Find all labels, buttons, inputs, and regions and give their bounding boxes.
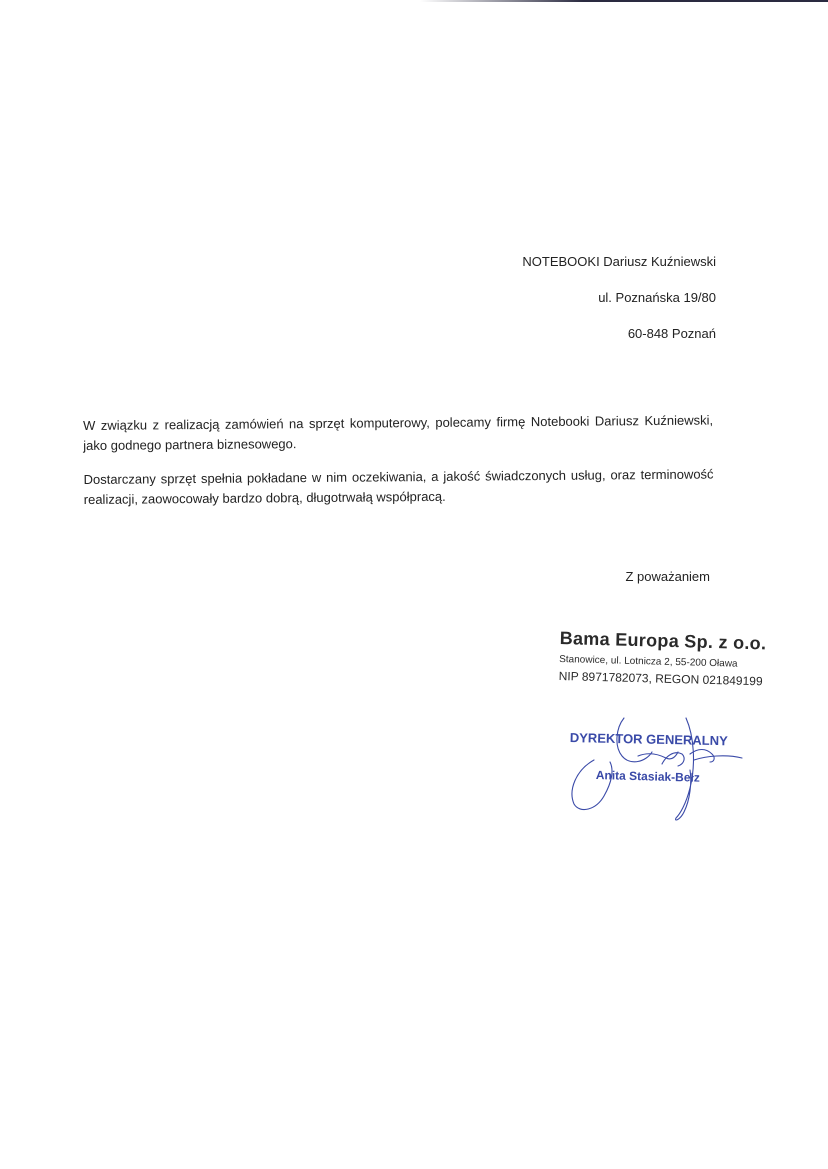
recipient-name: NOTEBOOKI Dariusz Kuźniewski xyxy=(522,254,716,269)
closing-phrase: Z poważaniem xyxy=(625,569,710,584)
stamp-tax-ids: NIP 8971782073, REGON 021849199 xyxy=(558,668,763,689)
recipient-city: 60-848 Poznań xyxy=(627,326,716,341)
scan-edge xyxy=(420,0,828,2)
handwritten-signature xyxy=(566,712,756,824)
company-stamp xyxy=(559,628,790,689)
recipient-street: ul. Poznańska 19/80 xyxy=(598,290,716,305)
signature-name: Anita Stasiak-Bełz xyxy=(595,768,701,785)
signature-stamp xyxy=(566,712,756,824)
body-paragraph-1: W związku z realizacją zamówień na sprzęt komputerowy, polecamy firmę Notebooki Dariusz Kuźniewski, jako godnego partnera biznesowego. xyxy=(83,412,714,453)
body-paragraph-2: Dostarczany sprzęt spełnia pokładane w nim oczekiwania, a jakość świadczonych usług, oraz terminowość realizacji, zaowocowały bardzo dobrą, długotrwałą współpracą. xyxy=(83,466,714,507)
signature-title: DYREKTOR GENERALNY xyxy=(569,730,728,749)
letter-body xyxy=(83,411,714,524)
stamp-company-name: Bama Europa Sp. z o.o. xyxy=(559,628,767,654)
stamp-address: Stanowice, ul. Lotnicza 2, 55-200 Oława xyxy=(559,653,738,670)
recipient-address xyxy=(522,244,716,352)
